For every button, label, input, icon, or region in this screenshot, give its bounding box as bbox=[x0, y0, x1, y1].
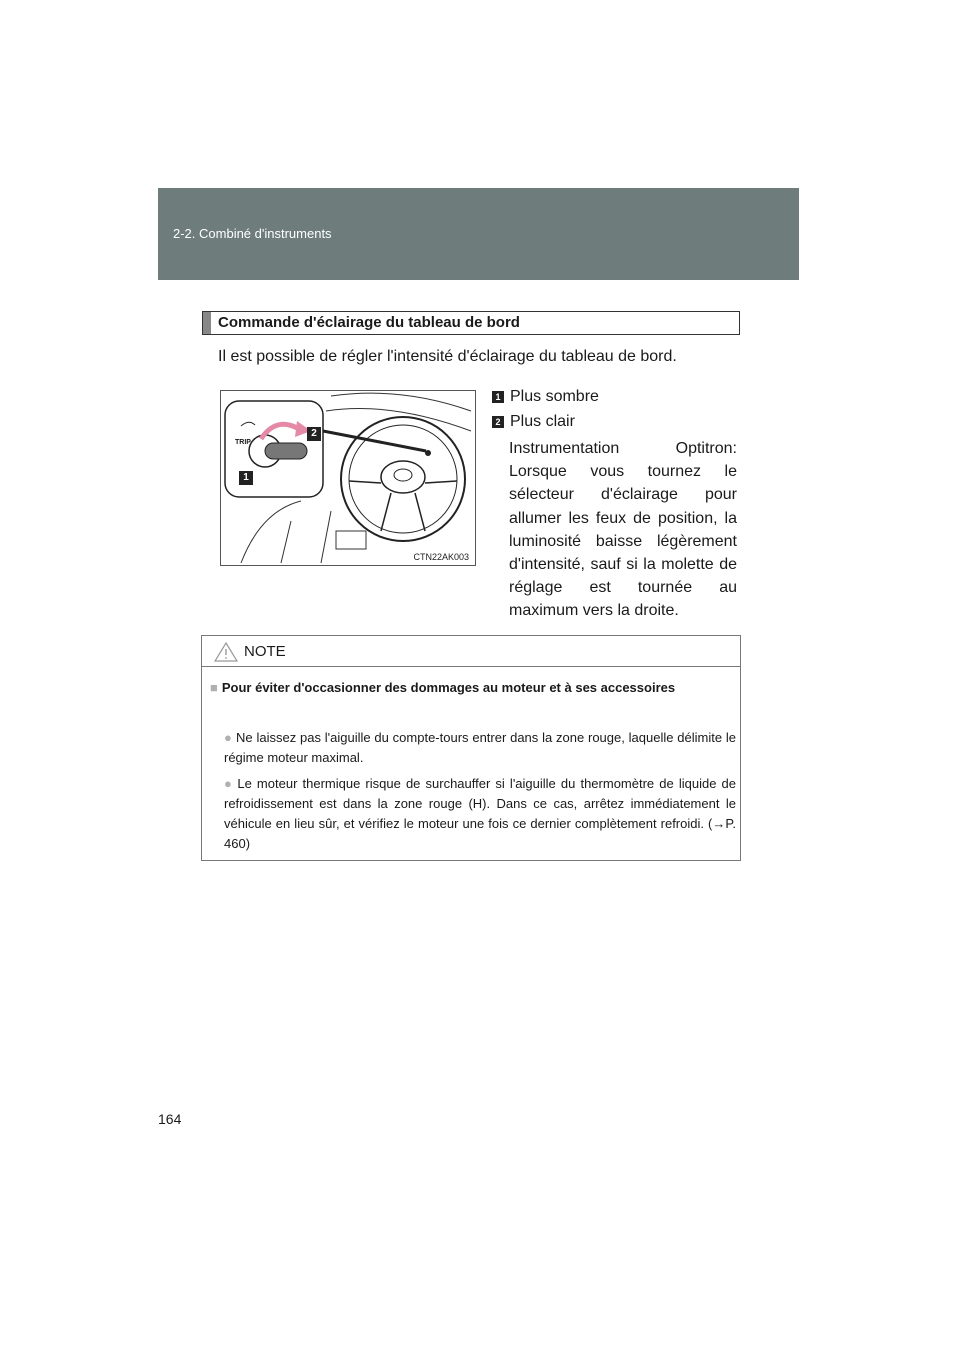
section-title: Commande d'éclairage du tableau de bord bbox=[218, 314, 520, 331]
warning-icon bbox=[214, 642, 238, 662]
square-bullet-icon: ■ bbox=[210, 680, 218, 695]
steering-wheel-drawing bbox=[221, 391, 475, 565]
note-bullet-text: Ne laissez pas l'aiguille du compte-tours entrer dans la zone rouge, laquelle délimite le régime moteur maximal. bbox=[224, 730, 736, 765]
note-subtitle bbox=[210, 678, 736, 698]
circle-bullet-icon: ● bbox=[224, 776, 234, 791]
note-box bbox=[201, 635, 741, 861]
dashboard-illustration bbox=[220, 390, 476, 566]
note-bullet-2 bbox=[224, 774, 736, 854]
title-bar-accent bbox=[203, 312, 211, 334]
item-label: Plus clair bbox=[510, 413, 575, 430]
intro-text: Il est possible de régler l'intensité d'éclairage du tableau de bord. bbox=[218, 348, 677, 365]
note-label: NOTE bbox=[244, 643, 286, 660]
item-number: 2 bbox=[492, 416, 504, 428]
page-number: 164 bbox=[158, 1111, 182, 1127]
description-text: Instrumentation Optitron: Lorsque vous tournez le sélecteur d'éclairage pour allumer les feux de position, la luminosité baisse légèrement d'intensité, sauf si la molette de réglage est tournée au maximum vers la droite. bbox=[509, 440, 737, 620]
item-number: 1 bbox=[492, 391, 504, 403]
note-bullet-text: Le moteur thermique risque de surchauffer si l'aiguille du thermomètre de liquide de refroidissement est dans la zone rouge (H). Dans ce cas, arrêtez immédiatement le véhicule en lieu sûr, et vérifiez le moteur une fois ce dernier complètement refroidi. (→P. 460) bbox=[224, 776, 736, 851]
marker-2: 2 bbox=[307, 427, 321, 441]
item-label: Plus sombre bbox=[510, 388, 599, 405]
item-brighter bbox=[492, 413, 575, 431]
figure-code: CTN22AK003 bbox=[413, 552, 469, 562]
section-header: 2-2. Combiné d'instruments bbox=[173, 226, 332, 241]
circle-bullet-icon: ● bbox=[224, 730, 233, 745]
marker-1: 1 bbox=[239, 471, 253, 485]
note-subtitle-text: Pour éviter d'occasionner des dommages au moteur et à ses accessoires bbox=[221, 680, 676, 695]
section-title-box bbox=[202, 311, 740, 335]
note-header bbox=[202, 636, 740, 667]
note-bullet-1 bbox=[224, 728, 736, 768]
item-darker bbox=[492, 388, 599, 406]
trip-label: TRIP bbox=[235, 439, 251, 446]
